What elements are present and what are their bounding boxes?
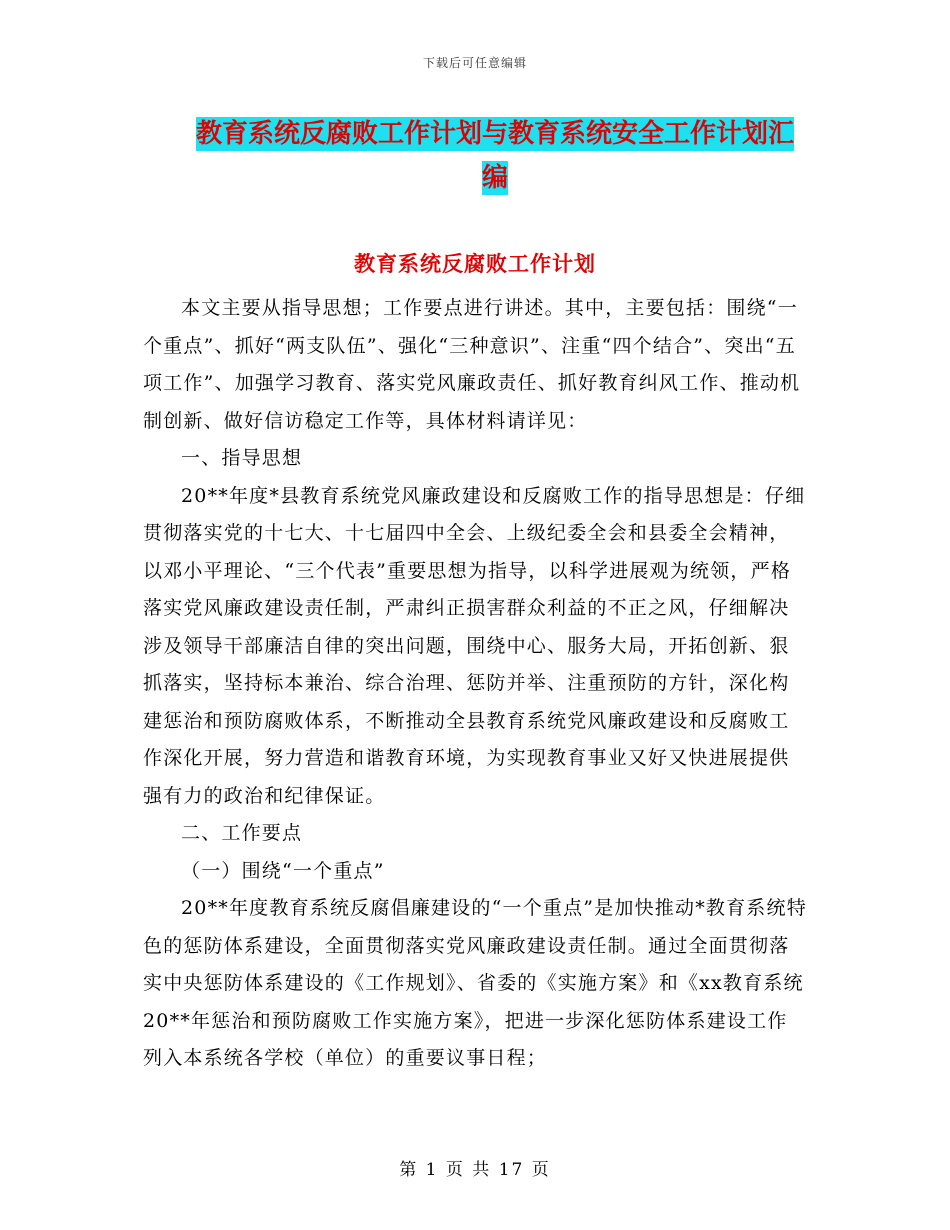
document-title	[185, 112, 805, 200]
section-title: 教育系统反腐败工作计划	[354, 251, 596, 276]
subheading-one-focus: （一）围绕“一个重点”	[181, 859, 385, 882]
guiding-thought-paragraph: 20**年度*县教育系统党风廉政建设和反腐败工作的指导思想是：仔细贯彻落实党的十七大、十七届四中全会、上级纪委全会和县委全会精神，以邓小平理论、“三个代表”重要思想为指导，以科学进展观为统领，严格落实党风廉政建设责任制，严肃纠正损害群众利益的不正之风，仔细解决涉及领导干部廉洁自律的突出问题，围绕中心、服务大局，开拓创新、狠抓落实，坚持标本兼治、综合治理、惩防并举、注重预防的方针，深化构建惩治和预防腐败体系，不断推动全县教育系统党风廉政建设和反腐败工作深化开展，努力营造和谐教育环境，为实现教育事业又好又快进展提供强有力的政治和纪律保证。	[143, 484, 806, 807]
heading-guiding-thought: 一、指导思想	[181, 447, 303, 469]
document-body	[143, 290, 807, 1078]
page-header-note: 下载后可任意编辑	[422, 56, 527, 70]
heading-work-points: 二、工作要点	[181, 822, 303, 844]
page-footer: 第 1 页 共 17 页	[399, 1160, 551, 1180]
one-focus-paragraph: 20**年度教育系统反腐倡廉建设的“一个重点”是加快推动*教育系统特色的惩防体系建设，全面贯彻落实党风廉政建设责任制。通过全面贯彻落实中央惩防体系建设的《工作规划》、省委的《实施方案》和《xx教育系统20**年惩治和预防腐败工作实施方案》，把进一步深化惩防体系建设工作列入本系统各学校（单位）的重要议事日程；	[143, 897, 807, 1069]
document-title-text: 教育系统反腐败工作计划与教育系统安全工作计划汇编	[195, 119, 794, 193]
intro-paragraph: 本文主要从指导思想；工作要点进行讲述。其中，主要包括：围绕“一个重点”、抓好“两支队伍”、强化“三种意识”、注重“四个结合”、突出“五项工作”、加强学习教育、落实党风廉政责任、抓好教育纠风工作、推动机制创新、做好信访稳定工作等，具体材料请详见：	[143, 297, 801, 432]
